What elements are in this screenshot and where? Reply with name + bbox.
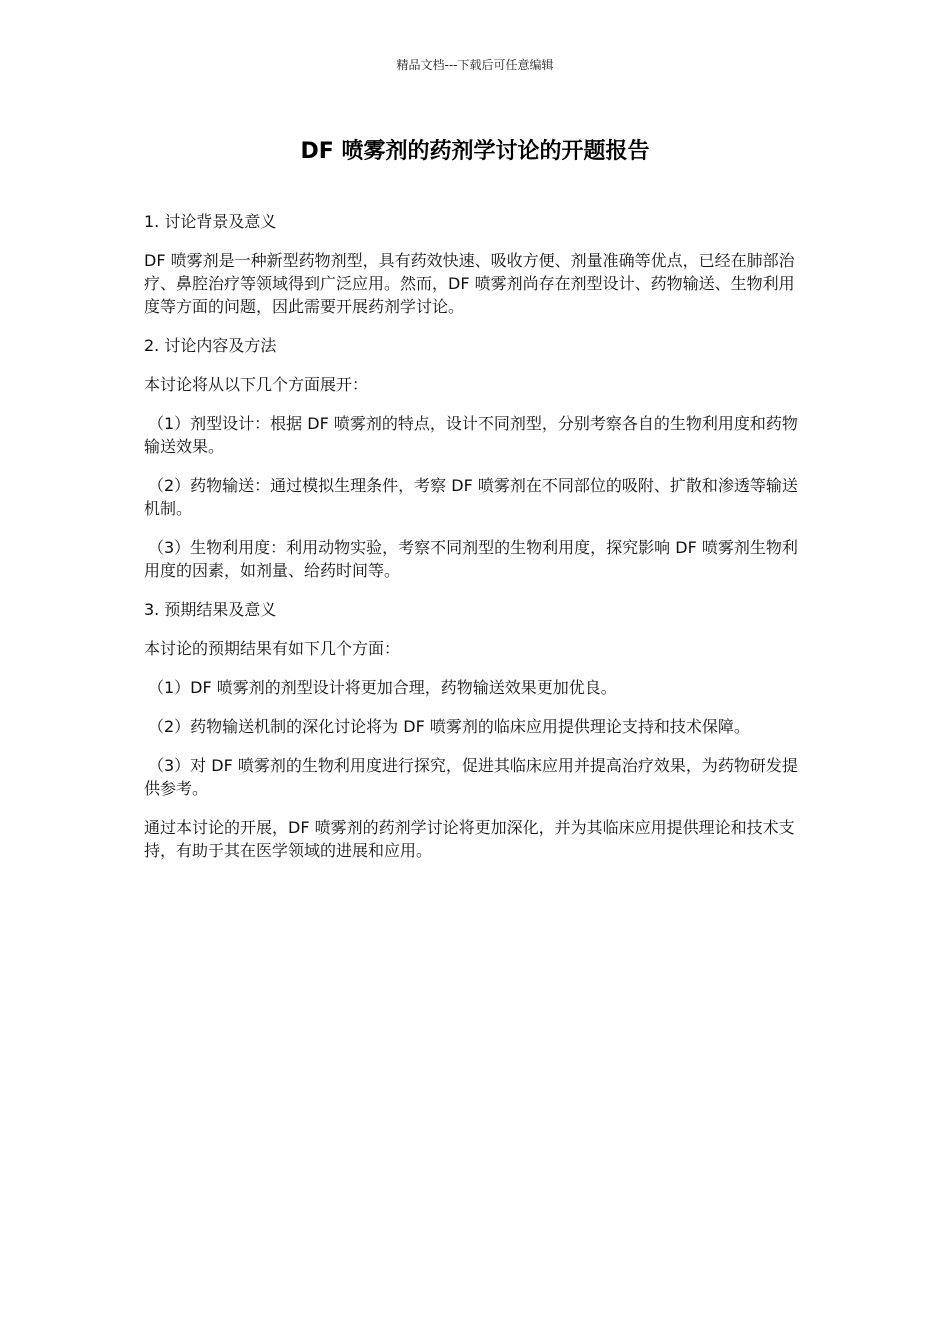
document-body: [144, 210, 806, 878]
expected-results-item-2: （2）药物输送机制的深化讨论将为 DF 喷雾剂的临床应用提供理论支持和技术保障。: [148, 717, 750, 736]
document-title: DF 喷雾剂的药剂学讨论的开题报告: [300, 139, 650, 164]
expected-results-intro: 本讨论的预期结果有如下几个方面：: [144, 639, 401, 658]
content-methods-item-2: （2）药物输送：通过模拟生理条件，考察 DF 喷雾剂在不同部位的吸附、扩散和渗透等输送机制。: [144, 476, 798, 518]
expected-results-item-3: （3）对 DF 喷雾剂的生物利用度进行探究，促进其临床应用并提高治疗效果，为药物研发提供参考。: [144, 756, 798, 798]
section-heading-background: 1. 讨论背景及意义: [144, 212, 277, 231]
header-note: 精品文档---下载后可任意编辑: [396, 58, 554, 72]
section-heading-expected-results: 3. 预期结果及意义: [144, 600, 277, 619]
content-methods-item-1: （1）剂型设计：根据 DF 喷雾剂的特点，设计不同剂型，分别考察各自的生物利用度和药物输送效果。: [144, 414, 798, 456]
background-paragraph: DF 喷雾剂是一种新型药物剂型，具有药效快速、吸收方便、剂量准确等优点，已经在肺部治疗、鼻腔治疗等领域得到广泛应用。然而，DF 喷雾剂尚存在剂型设计、药物输送、生物利用度等方面的问题，因此需要开展药剂学讨论。: [144, 251, 795, 316]
section-heading-content-methods: 2. 讨论内容及方法: [144, 336, 277, 355]
content-methods-intro: 本讨论将从以下几个方面展开：: [144, 375, 369, 394]
expected-results-item-1: （1）DF 喷雾剂的剂型设计将更加合理，药物输送效果更加优良。: [148, 678, 617, 697]
conclusion-paragraph: 通过本讨论的开展，DF 喷雾剂的药剂学讨论将更加深化，并为其临床应用提供理论和技术支持，有助于其在医学领域的进展和应用。: [144, 818, 795, 860]
content-methods-item-3: （3）生物利用度：利用动物实验，考察不同剂型的生物利用度，探究影响 DF 喷雾剂生物利用度的因素，如剂量、给药时间等。: [144, 538, 798, 580]
